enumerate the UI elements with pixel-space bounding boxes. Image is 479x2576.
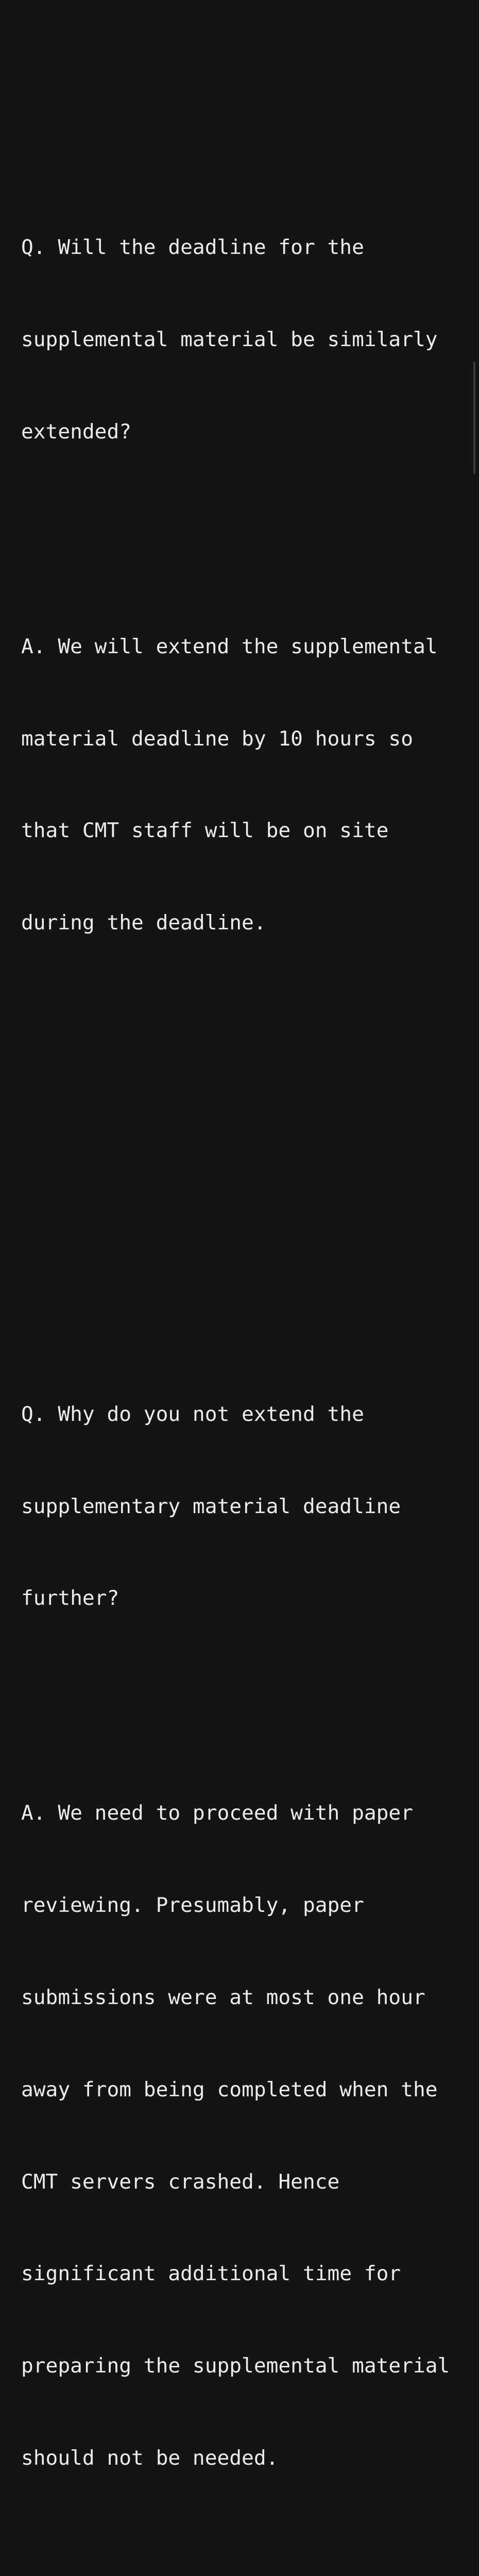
answer-line: during the deadline. <box>21 911 266 935</box>
answer-2 <box>21 1737 464 2535</box>
question-line: Q. Will the deadline for the <box>21 235 364 260</box>
question-line: extended? <box>21 419 132 444</box>
question-line: supplementary material deadline <box>21 1494 401 1518</box>
answer-line: away from being completed when the <box>21 2077 438 2102</box>
faq-text <box>21 18 464 2576</box>
answer-line: A. We need to proceed with paper <box>21 1801 413 1825</box>
question-line: supplemental material be similarly <box>21 327 438 351</box>
question-line: Q. Why do you not extend the <box>21 1402 364 1426</box>
paragraph-spacer <box>21 1154 464 1184</box>
faq-entry-1 <box>21 110 464 1061</box>
question-2 <box>21 1338 464 1676</box>
answer-line: preparing the supplemental material <box>21 2354 450 2378</box>
question-line: further? <box>21 1586 119 1611</box>
faq-entry-2 <box>21 1276 464 2576</box>
answer-line: A. We will extend the supplemental <box>21 634 438 658</box>
question-1 <box>21 171 464 509</box>
answer-line: submissions were at most one hour <box>21 1986 425 2009</box>
answer-line: CMT servers crashed. Hence <box>21 2170 340 2194</box>
vertical-scrollbar[interactable] <box>473 362 475 474</box>
answer-line: that CMT staff will be on site <box>21 819 389 843</box>
answer-line: significant additional time for <box>21 2262 401 2286</box>
answer-line: should not be needed. <box>21 2446 279 2470</box>
answer-line: material deadline by 10 hours so <box>21 726 413 751</box>
answer-line: reviewing. Presumably, paper <box>21 1893 364 1918</box>
answer-1 <box>21 570 464 1000</box>
